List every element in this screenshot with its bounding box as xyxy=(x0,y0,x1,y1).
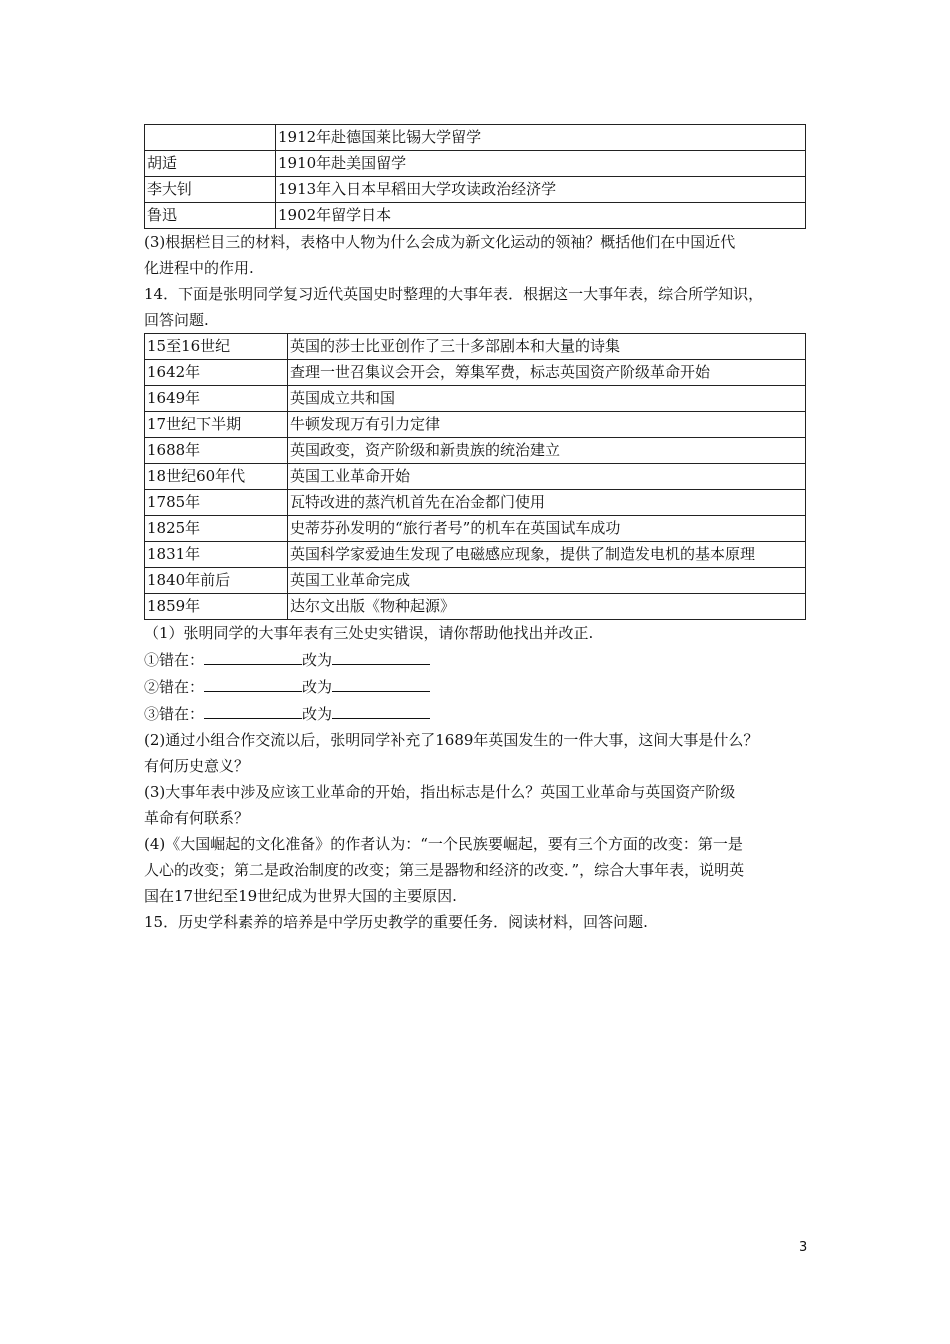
table-row xyxy=(145,360,806,386)
wrong-blank[interactable] xyxy=(204,673,302,692)
event-cell: 史蒂芬孙发明的“旅行者号”的机车在英国试车成功 xyxy=(288,516,806,542)
question-14-2: (2)通过小组合作交流以后，张明同学补充了1689年英国发生的一件大事，这间大事是什么？ 有何历史意义？ xyxy=(144,731,759,775)
event-cell: 英国成立共和国 xyxy=(288,386,806,412)
question-14-3: (3)大事年表中涉及应该工业革命的开始，指出标志是什么？英国工业革命与英国资产阶级 革命有何联系？ xyxy=(144,783,736,827)
table-row xyxy=(145,151,806,177)
study-abroad-cell: 1902年留学日本 xyxy=(276,203,806,229)
event-cell: 英国工业革命开始 xyxy=(288,464,806,490)
time-cell: 17世纪下半期 xyxy=(145,412,288,438)
question-14-4: (4)《大国崛起的文化准备》的作者认为：“一个民族要崛起，要有三个方面的改变：第一是 人心的改变；第二是政治制度的改变；第三是器物和经济的改变．”，综合大事年表，说明英 国在17世纪至19世纪成为世界大国的主要原因. xyxy=(144,835,745,905)
table-row xyxy=(145,438,806,464)
table-row xyxy=(145,125,806,151)
british-history-timeline-table xyxy=(144,333,806,620)
wrong-blank[interactable] xyxy=(204,700,302,719)
time-cell: 18世纪60年代 xyxy=(145,464,288,490)
table-row xyxy=(145,490,806,516)
event-cell: 查理一世召集议会开会，筹集军费，标志英国资产阶级革命开始 xyxy=(288,360,806,386)
time-cell: 1649年 xyxy=(145,386,288,412)
answer-line-1: ①错在： 改为 xyxy=(144,646,808,673)
table-row xyxy=(145,594,806,620)
event-cell: 英国的莎士比亚创作了三十多部剧本和大量的诗集 xyxy=(288,334,806,360)
event-cell: 英国政变，资产阶级和新贵族的统治建立 xyxy=(288,438,806,464)
table-row xyxy=(145,516,806,542)
time-cell: 1688年 xyxy=(145,438,288,464)
table-row xyxy=(145,334,806,360)
question-15: 15．历史学科素养的培养是中学历史教学的重要任务．阅读材料，回答问题. xyxy=(144,913,648,931)
event-cell: 瓦特改进的蒸汽机首先在冶金都门使用 xyxy=(288,490,806,516)
time-cell: 1840年前后 xyxy=(145,568,288,594)
table-row xyxy=(145,412,806,438)
time-cell: 1859年 xyxy=(145,594,288,620)
time-cell: 1831年 xyxy=(145,542,288,568)
person-name-cell: 胡适 xyxy=(145,151,276,177)
time-cell: 15至16世纪 xyxy=(145,334,288,360)
time-cell: 1825年 xyxy=(145,516,288,542)
wrong-blank[interactable] xyxy=(204,646,302,665)
study-abroad-cell: 1913年入日本早稻田大学攻读政治经济学 xyxy=(276,177,806,203)
question-13-3: (3)根据栏目三的材料，表格中人物为什么会成为新文化运动的领袖？概括他们在中国近代 化进程中的作用. xyxy=(144,233,736,277)
person-name-cell: 李大钊 xyxy=(145,177,276,203)
event-cell: 达尔文出版《物种起源》 xyxy=(288,594,806,620)
table-row xyxy=(145,203,806,229)
question-14-intro: 14．下面是张明同学复习近代英国史时整理的大事年表．根据这一大事年表，综合所学知识， 回答问题. xyxy=(144,285,764,329)
fix-blank[interactable] xyxy=(332,646,430,665)
table-row xyxy=(145,542,806,568)
event-cell: 牛顿发现万有引力定律 xyxy=(288,412,806,438)
study-abroad-cell: 1910年赴美国留学 xyxy=(276,151,806,177)
event-cell: 英国科学家爱迪生发现了电磁感应现象，提供了制造发电机的基本原理 xyxy=(288,542,806,568)
page-content xyxy=(144,124,808,935)
table-row xyxy=(145,464,806,490)
event-cell: 英国工业革命完成 xyxy=(288,568,806,594)
study-abroad-cell: 1912年赴德国莱比锡大学留学 xyxy=(276,125,806,151)
fix-blank[interactable] xyxy=(332,673,430,692)
leaders-study-abroad-table xyxy=(144,124,806,229)
fix-blank[interactable] xyxy=(332,700,430,719)
question-14-1: （1）张明同学的大事年表有三处史实错误，请你帮助他找出并改正. xyxy=(144,624,594,642)
person-name-cell xyxy=(145,125,276,151)
table-row xyxy=(145,568,806,594)
page-number: 3 xyxy=(799,1240,808,1255)
time-cell: 1642年 xyxy=(145,360,288,386)
answer-line-2: ②错在： 改为 xyxy=(144,673,808,700)
time-cell: 1785年 xyxy=(145,490,288,516)
answer-line-3: ③错在： 改为 xyxy=(144,700,808,727)
table-row xyxy=(145,177,806,203)
person-name-cell: 鲁迅 xyxy=(145,203,276,229)
table-row xyxy=(145,386,806,412)
